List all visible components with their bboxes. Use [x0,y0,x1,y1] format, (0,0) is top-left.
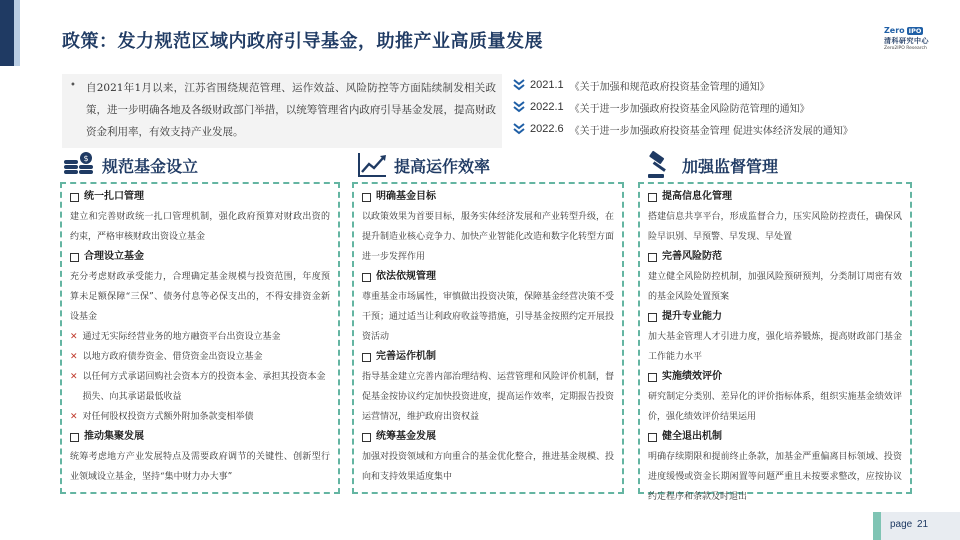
item-heading-text: 依法依规管理 [376,271,436,282]
item-heading-text: 统筹基金发展 [376,431,436,442]
cross-icon: ✕ [70,372,78,382]
cross-icon: ✕ [70,412,78,422]
prohibited-item [70,407,330,427]
section-header-3 [644,150,778,180]
page-badge-accent [873,512,881,540]
square-bullet-icon [362,273,371,282]
item-body: 以政策效果为首要目标，服务实体经济发展和产业转型升级，在提升制造业核心竞争力、加快产业智能化改造和数字化转型方面进一步发挥作用 [362,212,615,262]
policy-timeline [512,74,912,140]
item-heading-text: 明确基金目标 [376,191,436,202]
timeline-year: 2022.1 [530,101,564,113]
item-heading [70,427,330,447]
item-body: 指导基金建立完善内部治理结构、运营管理和风险评价机制，督促基金按协议约定加快投资进度，提高运作效率，定期报告投资运营情况，维护政府出资权益 [362,372,615,422]
item-heading [362,347,614,367]
header-bar-accent [14,0,20,66]
timeline-doc: 《关于加强和规范政府投资基金管理的通知》 [569,81,770,93]
logo-brand-zero: Zero [884,26,905,35]
square-bullet-icon [648,193,657,202]
square-bullet-icon [362,353,371,362]
item-heading [648,367,902,387]
logo-name-cn: 清科研究中心 [884,36,929,45]
item-heading [648,247,902,267]
item-heading-text: 完善风险防范 [662,251,722,262]
timeline-row [512,74,912,96]
item-body: 研究制定分类别、差异化的评价指标体系，组织实施基金绩效评价，强化绩效评价结果运用 [648,392,902,422]
item-body: 明确存续期限和提前终止条款，加基金严重偏离目标领域、投资进度缓慢或资金长期闲置等问题严重且未按要求整改，应按协议约定程序和条款及时退出 [648,452,902,502]
section-title-2: 提高运作效率 [394,156,491,176]
square-bullet-icon [362,433,371,442]
item-body: 搭建信息共享平台，形成监督合力，压实风险防控责任，确保风险早识别、早预警、早发现、早处置 [648,212,902,242]
square-bullet-icon [362,193,371,202]
trend-chart-icon [356,150,390,180]
square-bullet-icon [70,253,79,262]
item-body: 加强对投资领域和方向重合的基金优化整合，推进基金规模、投向和支持效果适度集中 [362,452,615,482]
zero2ipo-logo [884,26,946,51]
panel-efficiency [352,182,624,494]
double-chevron-down-icon [512,122,526,136]
item-body: 充分考虑财政承受能力，合理确定基金规模与投资范围，年度预算未足额保障“三保”、债务付息等必保支出的，不得安排资金新设基金 [70,272,330,322]
section-header-1 [62,150,198,180]
timeline-year: 2022.6 [530,123,564,135]
item-heading-text: 提高信息化管理 [662,191,732,202]
item-heading-text: 统一扎口管理 [84,191,144,202]
double-chevron-down-icon [512,100,526,114]
prohibited-item-text: 以地方政府债券资金、借贷资金出资设立基金 [82,352,263,362]
item-heading [648,187,902,207]
coins-icon [62,150,96,180]
square-bullet-icon [648,373,657,382]
square-bullet-icon [70,433,79,442]
item-heading [362,187,614,207]
timeline-year: 2021.1 [530,79,564,91]
section-title-3: 加强监督管理 [682,156,779,176]
square-bullet-icon [648,313,657,322]
logo-brand-ipo: IPO [908,26,922,35]
logo-name-en: Zero2IPO Research [884,46,927,51]
item-heading-text: 推动集聚发展 [84,431,144,442]
item-heading [70,247,330,267]
prohibited-item-text: 以任何方式承诺回购社会资本方的投资本金、承担其投资本金损失、向其承诺最低收益 [82,372,326,402]
section-header-2 [356,150,490,180]
panel-supervision [638,182,912,502]
item-heading [362,427,614,447]
item-heading-text: 提升专业能力 [662,311,722,322]
header-bar [0,0,14,66]
item-heading-text: 合理设立基金 [84,251,144,262]
item-body: 建立健全风险防控机制，加强风险预研预判，分类制订周密有效的基金风险处置预案 [648,272,902,302]
item-heading [648,307,902,327]
bullet-icon: • [70,80,76,91]
prohibited-item-text: 对任何股权投资方式额外附加条款变相举债 [82,412,254,422]
item-body: 加大基金管理人才引进力度，强化培养锻炼，提高财政部门基金工作能力水平 [648,332,902,362]
prohibited-item [70,327,330,347]
page-title: 政策：发力规范区域内政府引导基金，助推产业高质量发展 [62,31,543,52]
intro-text: 自2021年1月以来，江苏省围绕规范管理、运作效益、风险防控等方面陆续制发相关政策，进一步明确各地及各级财政部门举措，以统筹管理省内政府引导基金发展，提高财政资金利用率，有效支持产业发展。 [86,82,496,138]
item-heading-text: 完善运作机制 [376,351,436,362]
section-title-1: 规范基金设立 [102,156,199,176]
timeline-doc: 《关于进一步加强政府投资基金风险防范管理的通知》 [569,103,810,115]
cross-icon: ✕ [70,352,78,362]
cross-icon: ✕ [70,332,78,342]
square-bullet-icon [648,433,657,442]
item-heading-text: 实施绩效评价 [662,371,722,382]
gavel-icon [644,150,678,180]
timeline-doc: 《关于进一步加强政府投资基金管理 促进实体经济发展的通知》 [569,125,853,137]
item-body: 统筹考虑地方产业发展特点及需要政府调节的关键性、创新型行业领域设立基金，坚持“集中财力办大事” [70,452,330,482]
double-chevron-down-icon [512,78,526,92]
item-heading [362,267,614,287]
panel-standardize [60,182,340,494]
timeline-row [512,96,912,118]
svg-text:$: $ [83,154,89,163]
item-heading-text: 健全退出机制 [662,431,722,442]
item-heading [648,427,902,447]
item-body: 尊重基金市场属性，审慎做出投资决策，保障基金经营决策不受干预；通过适当让利政府收益等措施，引导基金按照约定开展投资活动 [362,292,615,342]
item-heading [70,187,330,207]
timeline-row [512,118,912,140]
item-body: 建立和完善财政统一扎口管理机制，强化政府预算对财政出资的约束，严格审核财政出资设立基金 [70,212,330,242]
page-number: 21 [917,519,929,530]
square-bullet-icon [70,193,79,202]
prohibited-item [70,367,330,407]
page-label: page [890,519,913,530]
prohibited-item [70,347,330,367]
prohibited-item-text: 通过无实际经营业务的地方融资平台出资设立基金 [82,332,281,342]
square-bullet-icon [648,253,657,262]
